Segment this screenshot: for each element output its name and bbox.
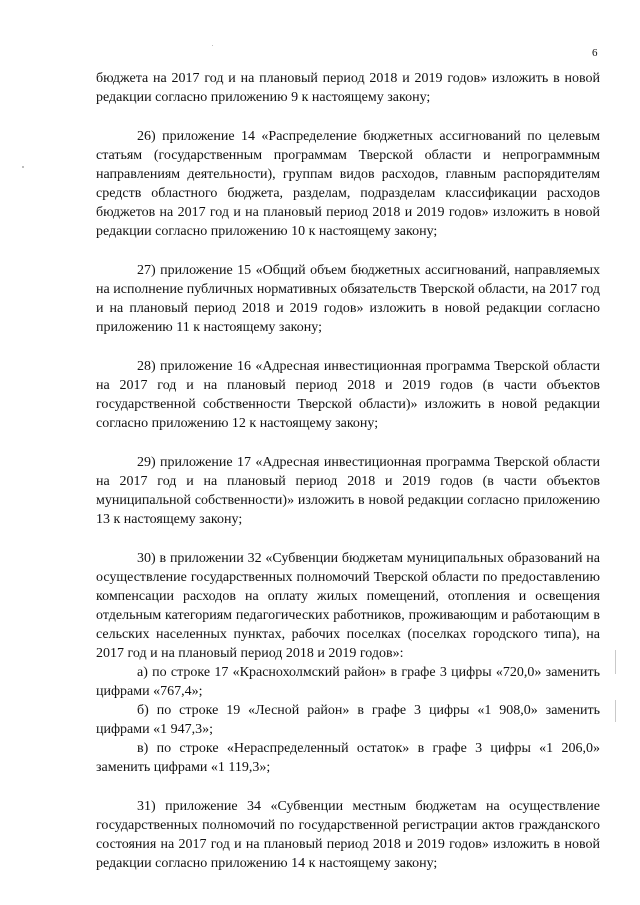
paragraph-item-27: 27) приложение 15 «Общий объем бюджетных ассигнований, направляемых на исполнение публичных нормативных обязательств Тверской области, на 2017 год и на плановый период 2018 и 2019 годов» изложить в новой редакции согласно приложению 11 к настоящему закону; (96, 263, 600, 335)
paragraph-item-30b: б) по строке 19 «Лесной район» в графе 3 цифры «1 908,0» заменить цифрами «1 947,3»; (96, 703, 600, 737)
document-body (96, 69, 600, 873)
paragraph-intro: бюджета на 2017 год и на плановый период 2018 и 2019 годов» изложить в новой редакции согласно приложению 9 к настоящему закону; (96, 71, 600, 105)
paragraph-item-30: 30) в приложении 32 «Субвенции бюджетам муниципальных образований на осуществление государственных полномочий Тверской области по предоставлению компенсации расходов на оплату жилых помещений, отопления и освещения отдельным категориям педагогических работников, проживающим и работающим в сельских населенных пунктах, рабочих поселках (поселках городского типа), на 2017 год и на плановый период 2018 и 2019 годов»: (96, 551, 600, 661)
paragraph-item-31: 31) приложение 34 «Субвенции местным бюджетам на осуществление государственных полномочий по государственной регистрации актов гражданского состояния на 2017 год и на плановый период 2018 и 2019 годов» изложить в новой редакции согласно приложению 14 к настоящему закону; (96, 799, 600, 871)
paragraph-item-26: 26) приложение 14 «Распределение бюджетных ассигнований по целевым статьям (государственным программам Тверской области и непрограммным направлениям деятельности), группам видов расходов, главным распорядителям средств областного бюджета, разделам, подразделам классификации расходов бюджетов на 2017 год и на плановый период 2018 и 2019 годов» изложить в новой редакции согласно приложению 10 к настоящему закону; (96, 129, 600, 239)
scan-edge-mark (615, 650, 616, 674)
page-number: 6 (592, 47, 598, 59)
paragraph-item-29: 29) приложение 17 «Адресная инвестиционная программа Тверской области на 2017 год и на плановый период 2018 и 2019 годов (в части объектов муниципальной собственности)» изложить в новой редакции согласно приложению 13 к настоящему закону; (96, 455, 600, 527)
paragraph-item-30c: в) по строке «Нераспределенный остаток» в графе 3 цифры «1 206,0» заменить цифрами «1 119,3»; (96, 741, 600, 775)
scan-speck (212, 45, 213, 46)
scan-speck (22, 166, 24, 168)
paragraph-item-30a: а) по строке 17 «Краснохолмский район» в графе 3 цифры «720,0» заменить цифрами «767,4»; (96, 665, 600, 699)
scan-edge-mark (615, 700, 616, 722)
paragraph-item-28: 28) приложение 16 «Адресная инвестиционная программа Тверской области на 2017 год и на плановый период 2018 и 2019 годов (в части объектов государственной собственности Тверской области)» изложить в новой редакции согласно приложению 12 к настоящему закону; (96, 359, 600, 431)
